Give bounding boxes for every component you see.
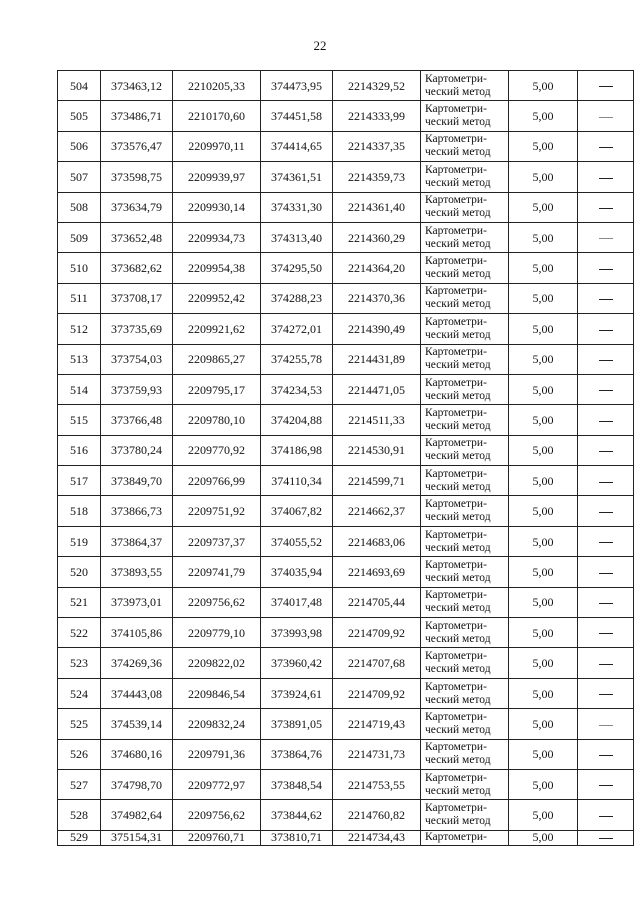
y2-cell: 2214361,40 <box>333 192 421 222</box>
method-cell: Картометри- ческий метод <box>421 618 509 648</box>
point-number-cell: 515 <box>58 405 101 435</box>
method-cell: Картометри- ческий метод <box>421 162 509 192</box>
accuracy-cell: 5,00 <box>509 283 578 313</box>
table-row <box>58 496 634 526</box>
accuracy-cell: 5,00 <box>509 222 578 252</box>
dash-cell <box>578 344 634 374</box>
dash-mark <box>599 816 613 817</box>
dash-mark <box>599 269 613 270</box>
dash-mark <box>599 390 613 391</box>
x1-cell: 373973,01 <box>101 587 173 617</box>
method-cell: Картометри- ческий метод <box>421 374 509 404</box>
x2-cell: 374035,94 <box>261 557 333 587</box>
x2-cell: 373993,98 <box>261 618 333 648</box>
accuracy-cell: 5,00 <box>509 648 578 678</box>
accuracy-cell: 5,00 <box>509 496 578 526</box>
dash-cell <box>578 587 634 617</box>
point-number-cell: 514 <box>58 374 101 404</box>
accuracy-cell: 5,00 <box>509 374 578 404</box>
point-number-cell: 517 <box>58 466 101 496</box>
table-row <box>58 648 634 678</box>
table-row <box>58 344 634 374</box>
x1-cell: 374798,70 <box>101 769 173 799</box>
dash-cell <box>578 283 634 313</box>
point-number-cell: 528 <box>58 800 101 830</box>
dash-cell <box>578 769 634 799</box>
y2-cell: 2214333,99 <box>333 101 421 131</box>
accuracy-cell: 5,00 <box>509 192 578 222</box>
x2-cell: 373960,42 <box>261 648 333 678</box>
x2-cell: 373864,76 <box>261 739 333 769</box>
table-row <box>58 435 634 465</box>
x1-cell: 373634,79 <box>101 192 173 222</box>
dash-cell <box>578 800 634 830</box>
accuracy-cell: 5,00 <box>509 131 578 161</box>
method-cell: Картометри- ческий метод <box>421 344 509 374</box>
x1-cell: 373866,73 <box>101 496 173 526</box>
x1-cell: 373893,55 <box>101 557 173 587</box>
y1-cell: 2209760,71 <box>173 830 261 845</box>
dash-cell <box>578 648 634 678</box>
dash-cell <box>578 739 634 769</box>
y1-cell: 2209934,73 <box>173 222 261 252</box>
dash-mark <box>599 238 613 239</box>
accuracy-cell: 5,00 <box>509 800 578 830</box>
x2-cell: 374361,51 <box>261 162 333 192</box>
x2-cell: 374234,53 <box>261 374 333 404</box>
method-cell: Картометри- <box>421 830 509 845</box>
y2-cell: 2214707,68 <box>333 648 421 678</box>
y1-cell: 2209751,92 <box>173 496 261 526</box>
y1-cell: 2210170,60 <box>173 101 261 131</box>
dash-mark <box>599 299 613 300</box>
dash-mark <box>599 785 613 786</box>
method-cell: Картометри- ческий метод <box>421 709 509 739</box>
dash-mark <box>599 117 613 118</box>
point-number-cell: 507 <box>58 162 101 192</box>
accuracy-cell: 5,00 <box>509 739 578 769</box>
x2-cell: 374313,40 <box>261 222 333 252</box>
point-number-cell: 518 <box>58 496 101 526</box>
y2-cell: 2214329,52 <box>333 71 421 101</box>
dash-cell <box>578 709 634 739</box>
y1-cell: 2209921,62 <box>173 314 261 344</box>
dash-cell <box>578 557 634 587</box>
dash-mark <box>599 755 613 756</box>
method-cell: Картометри- ческий метод <box>421 283 509 313</box>
dash-cell <box>578 192 634 222</box>
x2-cell: 374186,98 <box>261 435 333 465</box>
table-row <box>58 739 634 769</box>
dash-mark <box>599 178 613 179</box>
point-number-cell: 509 <box>58 222 101 252</box>
table-row <box>58 769 634 799</box>
x2-cell: 374288,23 <box>261 283 333 313</box>
y1-cell: 2209756,62 <box>173 587 261 617</box>
page-number: 22 <box>313 38 327 53</box>
method-cell: Картометри- ческий метод <box>421 526 509 556</box>
y2-cell: 2214709,92 <box>333 618 421 648</box>
table-row <box>58 800 634 830</box>
dash-cell <box>578 618 634 648</box>
x1-cell: 374105,86 <box>101 618 173 648</box>
point-number-cell: 523 <box>58 648 101 678</box>
y2-cell: 2214364,20 <box>333 253 421 283</box>
point-number-cell: 527 <box>58 769 101 799</box>
dash-cell <box>578 678 634 708</box>
accuracy-cell: 5,00 <box>509 587 578 617</box>
point-number-cell: 520 <box>58 557 101 587</box>
table-row <box>58 253 634 283</box>
table-row <box>58 587 634 617</box>
y2-cell: 2214530,91 <box>333 435 421 465</box>
y2-cell: 2214709,92 <box>333 678 421 708</box>
table-row <box>58 709 634 739</box>
x2-cell: 374451,58 <box>261 101 333 131</box>
y1-cell: 2209952,42 <box>173 283 261 313</box>
y1-cell: 2209756,62 <box>173 800 261 830</box>
y2-cell: 2214705,44 <box>333 587 421 617</box>
x2-cell: 374331,30 <box>261 192 333 222</box>
method-cell: Картометри- ческий метод <box>421 466 509 496</box>
point-number-cell: 525 <box>58 709 101 739</box>
x2-cell: 373924,61 <box>261 678 333 708</box>
table-row <box>58 314 634 344</box>
method-cell: Картометри- ческий метод <box>421 587 509 617</box>
point-number-cell: 516 <box>58 435 101 465</box>
dash-mark <box>599 360 613 361</box>
method-cell: Картометри- ческий метод <box>421 131 509 161</box>
y1-cell: 2209772,97 <box>173 769 261 799</box>
point-number-cell: 522 <box>58 618 101 648</box>
accuracy-cell: 5,00 <box>509 253 578 283</box>
x1-cell: 373780,24 <box>101 435 173 465</box>
x2-cell: 374067,82 <box>261 496 333 526</box>
dash-cell <box>578 131 634 161</box>
method-cell: Картометри- ческий метод <box>421 678 509 708</box>
y1-cell: 2209832,24 <box>173 709 261 739</box>
point-number-cell: 519 <box>58 526 101 556</box>
point-number-cell: 510 <box>58 253 101 283</box>
x2-cell: 373810,71 <box>261 830 333 845</box>
method-cell: Картометри- ческий метод <box>421 800 509 830</box>
accuracy-cell: 5,00 <box>509 162 578 192</box>
accuracy-cell: 5,00 <box>509 71 578 101</box>
dash-cell <box>578 314 634 344</box>
table-row <box>58 131 634 161</box>
table-row <box>58 192 634 222</box>
x1-cell: 374982,64 <box>101 800 173 830</box>
accuracy-cell: 5,00 <box>509 678 578 708</box>
dash-mark <box>599 725 613 726</box>
dash-cell <box>578 101 634 131</box>
y2-cell: 2214760,82 <box>333 800 421 830</box>
table-row <box>58 222 634 252</box>
method-cell: Картометри- ческий метод <box>421 405 509 435</box>
dash-cell <box>578 374 634 404</box>
table-row <box>58 618 634 648</box>
x1-cell: 373652,48 <box>101 222 173 252</box>
x1-cell: 373576,47 <box>101 131 173 161</box>
x2-cell: 373848,54 <box>261 769 333 799</box>
y2-cell: 2214359,73 <box>333 162 421 192</box>
dash-mark <box>599 208 613 209</box>
y1-cell: 2209737,37 <box>173 526 261 556</box>
x2-cell: 374255,78 <box>261 344 333 374</box>
x2-cell: 373844,62 <box>261 800 333 830</box>
x1-cell: 373708,17 <box>101 283 173 313</box>
method-cell: Картометри- ческий метод <box>421 192 509 222</box>
dash-cell <box>578 71 634 101</box>
y2-cell: 2214693,69 <box>333 557 421 587</box>
y2-cell: 2214753,55 <box>333 769 421 799</box>
table-row <box>58 374 634 404</box>
method-cell: Картометри- ческий метод <box>421 739 509 769</box>
y1-cell: 2209930,14 <box>173 192 261 222</box>
y2-cell: 2214471,05 <box>333 374 421 404</box>
y1-cell: 2209846,54 <box>173 678 261 708</box>
method-cell: Картометри- ческий метод <box>421 71 509 101</box>
y2-cell: 2214431,89 <box>333 344 421 374</box>
point-number-cell: 508 <box>58 192 101 222</box>
dash-mark <box>599 421 613 422</box>
point-number-cell: 524 <box>58 678 101 708</box>
y1-cell: 2209779,10 <box>173 618 261 648</box>
table-row <box>58 557 634 587</box>
method-cell: Картометри- ческий метод <box>421 648 509 678</box>
y2-cell: 2214370,36 <box>333 283 421 313</box>
point-number-cell: 505 <box>58 101 101 131</box>
table-row <box>58 466 634 496</box>
y1-cell: 2209954,38 <box>173 253 261 283</box>
accuracy-cell: 5,00 <box>509 314 578 344</box>
x1-cell: 374539,14 <box>101 709 173 739</box>
x1-cell: 374269,36 <box>101 648 173 678</box>
dash-mark <box>599 512 613 513</box>
x1-cell: 374680,16 <box>101 739 173 769</box>
dash-mark <box>599 633 613 634</box>
y2-cell: 2214662,37 <box>333 496 421 526</box>
table-row <box>58 283 634 313</box>
dash-mark <box>599 542 613 543</box>
x1-cell: 373598,75 <box>101 162 173 192</box>
y1-cell: 2209770,92 <box>173 435 261 465</box>
accuracy-cell: 5,00 <box>509 709 578 739</box>
method-cell: Картометри- ческий метод <box>421 253 509 283</box>
x2-cell: 373891,05 <box>261 709 333 739</box>
x2-cell: 374055,52 <box>261 526 333 556</box>
accuracy-cell: 5,00 <box>509 101 578 131</box>
x1-cell: 374443,08 <box>101 678 173 708</box>
dash-mark <box>599 694 613 695</box>
dash-mark <box>599 86 613 87</box>
method-cell: Картометри- ческий метод <box>421 496 509 526</box>
method-cell: Картометри- ческий метод <box>421 769 509 799</box>
accuracy-cell: 5,00 <box>509 618 578 648</box>
table-row <box>58 71 634 101</box>
method-cell: Картометри- ческий метод <box>421 557 509 587</box>
y2-cell: 2214731,73 <box>333 739 421 769</box>
dash-mark <box>599 330 613 331</box>
y2-cell: 2214599,71 <box>333 466 421 496</box>
dash-cell <box>578 162 634 192</box>
y1-cell: 2209822,02 <box>173 648 261 678</box>
table-row <box>58 830 634 845</box>
dash-mark <box>599 451 613 452</box>
dash-cell <box>578 222 634 252</box>
dash-mark <box>599 573 613 574</box>
x1-cell: 373759,93 <box>101 374 173 404</box>
y1-cell: 2209766,99 <box>173 466 261 496</box>
dash-cell <box>578 405 634 435</box>
method-cell: Картометри- ческий метод <box>421 435 509 465</box>
x1-cell: 375154,31 <box>101 830 173 845</box>
x1-cell: 373735,69 <box>101 314 173 344</box>
accuracy-cell: 5,00 <box>509 344 578 374</box>
y2-cell: 2214683,06 <box>333 526 421 556</box>
point-number-cell: 513 <box>58 344 101 374</box>
x2-cell: 374272,01 <box>261 314 333 344</box>
y1-cell: 2209970,11 <box>173 131 261 161</box>
dash-cell <box>578 435 634 465</box>
y2-cell: 2214360,29 <box>333 222 421 252</box>
coordinates-table <box>57 70 634 846</box>
table-row <box>58 101 634 131</box>
y1-cell: 2209791,36 <box>173 739 261 769</box>
x2-cell: 374473,95 <box>261 71 333 101</box>
y1-cell: 2210205,33 <box>173 71 261 101</box>
y1-cell: 2209741,79 <box>173 557 261 587</box>
x1-cell: 373766,48 <box>101 405 173 435</box>
dash-cell <box>578 526 634 556</box>
point-number-cell: 521 <box>58 587 101 617</box>
x2-cell: 374017,48 <box>261 587 333 617</box>
point-number-cell: 504 <box>58 71 101 101</box>
y2-cell: 2214734,43 <box>333 830 421 845</box>
x2-cell: 374204,88 <box>261 405 333 435</box>
dash-mark <box>599 603 613 604</box>
x2-cell: 374295,50 <box>261 253 333 283</box>
x2-cell: 374110,34 <box>261 466 333 496</box>
dash-mark <box>599 838 613 839</box>
accuracy-cell: 5,00 <box>509 435 578 465</box>
y1-cell: 2209939,97 <box>173 162 261 192</box>
x1-cell: 373849,70 <box>101 466 173 496</box>
dash-cell <box>578 496 634 526</box>
point-number-cell: 511 <box>58 283 101 313</box>
table-row <box>58 678 634 708</box>
x1-cell: 373463,12 <box>101 71 173 101</box>
point-number-cell: 512 <box>58 314 101 344</box>
table-row <box>58 405 634 435</box>
dash-mark <box>599 664 613 665</box>
y2-cell: 2214337,35 <box>333 131 421 161</box>
table-row <box>58 162 634 192</box>
point-number-cell: 506 <box>58 131 101 161</box>
y1-cell: 2209865,27 <box>173 344 261 374</box>
accuracy-cell: 5,00 <box>509 769 578 799</box>
y2-cell: 2214390,49 <box>333 314 421 344</box>
dash-mark <box>599 147 613 148</box>
point-number-cell: 526 <box>58 739 101 769</box>
method-cell: Картометри- ческий метод <box>421 314 509 344</box>
x1-cell: 373864,37 <box>101 526 173 556</box>
y2-cell: 2214719,43 <box>333 709 421 739</box>
accuracy-cell: 5,00 <box>509 526 578 556</box>
method-cell: Картометри- ческий метод <box>421 101 509 131</box>
x1-cell: 373682,62 <box>101 253 173 283</box>
accuracy-cell: 5,00 <box>509 557 578 587</box>
y2-cell: 2214511,33 <box>333 405 421 435</box>
x2-cell: 374414,65 <box>261 131 333 161</box>
table-row <box>58 526 634 556</box>
x1-cell: 373754,03 <box>101 344 173 374</box>
point-number-cell: 529 <box>58 830 101 845</box>
x1-cell: 373486,71 <box>101 101 173 131</box>
method-cell: Картометри- ческий метод <box>421 222 509 252</box>
accuracy-cell: 5,00 <box>509 830 578 845</box>
y1-cell: 2209795,17 <box>173 374 261 404</box>
dash-mark <box>599 482 613 483</box>
y1-cell: 2209780,10 <box>173 405 261 435</box>
dash-cell <box>578 466 634 496</box>
accuracy-cell: 5,00 <box>509 466 578 496</box>
dash-cell <box>578 830 634 845</box>
accuracy-cell: 5,00 <box>509 405 578 435</box>
dash-cell <box>578 253 634 283</box>
